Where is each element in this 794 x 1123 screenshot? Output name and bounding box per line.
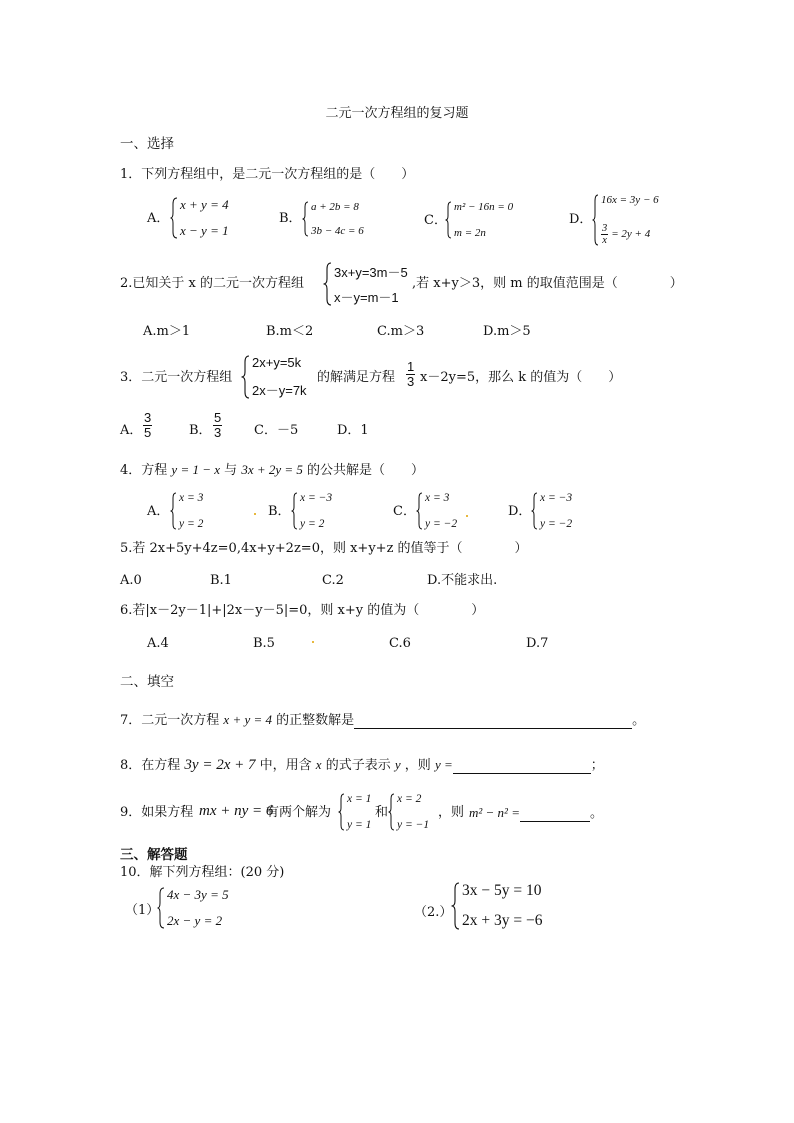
brace-icon bbox=[531, 492, 538, 530]
q1a-eq2: x − y = 1 bbox=[180, 223, 229, 238]
q1-option-d-system bbox=[592, 194, 659, 246]
q3-option-b-label: B． bbox=[189, 423, 212, 438]
q3b-num: 5 bbox=[214, 410, 222, 425]
brace-icon bbox=[416, 492, 423, 530]
question-9-stem-a: 9．如果方程 bbox=[120, 805, 194, 820]
q4a-eq1: x = 3 bbox=[179, 492, 204, 504]
q3a-num: 3 bbox=[144, 410, 152, 425]
q10-part-1-label: （1） bbox=[125, 903, 160, 918]
q10-part-2-label: （2.） bbox=[414, 905, 453, 920]
q4-option-c-system bbox=[416, 492, 457, 530]
brace-icon bbox=[338, 793, 345, 831]
q4b-eq1: x = −3 bbox=[300, 492, 333, 504]
q1a-eq1: x + y = 4 bbox=[180, 197, 229, 212]
q4d-eq1: x = −3 bbox=[540, 492, 573, 504]
question-3-stem-a: 3．二元一次方程组 bbox=[120, 370, 233, 385]
q3-frac-num: 1 bbox=[407, 359, 415, 374]
q1-option-a-system bbox=[170, 197, 229, 239]
q9-expr: m² − n² = bbox=[469, 805, 520, 820]
q4-option-b-system bbox=[291, 492, 332, 530]
q5-option-a: A.0 bbox=[120, 573, 142, 588]
q4-option-d-system bbox=[531, 492, 572, 530]
q2-eq2: x－y=m－1 bbox=[334, 290, 399, 305]
q4-option-c-label: C． bbox=[393, 504, 416, 519]
q7-answer-blank[interactable] bbox=[354, 714, 632, 729]
question-4 bbox=[120, 462, 424, 479]
brace-icon bbox=[291, 492, 298, 530]
q4-option-a-system bbox=[170, 492, 203, 530]
q5-option-d: D.不能求出. bbox=[427, 573, 498, 588]
q10-p1-eq1: 4x − 3y = 5 bbox=[167, 887, 229, 902]
q4-option-d-label: D． bbox=[508, 504, 532, 519]
q6-option-d: D.7 bbox=[526, 636, 549, 651]
q10-p1-eq2: 2x − y = 2 bbox=[167, 913, 223, 928]
q4c-eq1: x = 3 bbox=[425, 492, 450, 504]
q6-option-c: C.6 bbox=[389, 636, 411, 651]
q3-frac-den: 3 bbox=[407, 373, 415, 389]
stray-dot bbox=[312, 641, 314, 643]
brace-icon bbox=[451, 882, 460, 930]
q9-s1-eq2: y = 1 bbox=[347, 819, 372, 831]
q3-eq1: 2x+y=5k bbox=[252, 355, 302, 370]
question-6-stem: 6.若|x－2y－1|+|2x－y－5|=0，则 x+y 的值为（ ） bbox=[120, 603, 485, 618]
question-9-stem-c: ，则 bbox=[438, 805, 465, 820]
stray-dot bbox=[466, 515, 468, 517]
q3-fraction bbox=[406, 360, 415, 388]
q4-eq-b: 3x + 2y = 5 bbox=[241, 462, 303, 477]
question-9-stem-b: 有两个解为 bbox=[266, 805, 332, 820]
q9-and: 和 bbox=[375, 805, 389, 820]
question-3-stem-c: x－2y=5，那么 k 的值为（ ） bbox=[420, 370, 622, 385]
q2-option-a: A.m＞1 bbox=[143, 324, 191, 339]
q1-option-a-label: A． bbox=[147, 211, 170, 226]
q1d-eq1: 16x = 3y − 6 bbox=[601, 194, 659, 206]
q4-stem-b: 与 bbox=[224, 463, 238, 478]
q9-eq: mx + ny = 6 bbox=[199, 803, 274, 819]
page-title: 二元一次方程组的复习题 bbox=[325, 106, 469, 121]
q8-stem-d: ，则 bbox=[404, 758, 431, 773]
q1d-frac-den: x bbox=[602, 234, 607, 246]
q7-eq: x + y = 4 bbox=[223, 712, 273, 727]
q2-option-b: B.m＜2 bbox=[266, 324, 314, 339]
q3-option-b-fraction bbox=[213, 411, 222, 439]
stray-dot bbox=[254, 513, 256, 515]
question-10-stem: 10．解下列方程组：(20 分) bbox=[120, 865, 285, 880]
q9-solution-1 bbox=[338, 793, 371, 831]
q6-option-a: A.4 bbox=[147, 636, 169, 651]
q8-stem-a: 8．在方程 bbox=[120, 758, 181, 773]
q10-part-2-system bbox=[451, 882, 542, 930]
q9-answer bbox=[469, 805, 603, 822]
q8-answer-blank[interactable] bbox=[453, 759, 591, 774]
brace-icon bbox=[592, 194, 599, 246]
brace-icon bbox=[157, 887, 165, 929]
section-heading-fill: 二、填空 bbox=[120, 674, 174, 690]
q8-stem-c: 的式子表示 bbox=[325, 758, 391, 773]
q4-eq-a: y = 1 − x bbox=[171, 462, 221, 477]
q3-option-a-fraction bbox=[143, 411, 152, 439]
question-5-stem: 5.若 2x+5y+4z=0,4x+y+2z=0，则 x+y+z 的值等于（ ） bbox=[120, 541, 528, 556]
q8-lhs: y = bbox=[434, 757, 453, 772]
brace-icon bbox=[170, 492, 177, 530]
q3b-den: 3 bbox=[214, 424, 222, 440]
q9-end: 。 bbox=[589, 806, 603, 821]
q1-option-b-label: B． bbox=[279, 211, 302, 226]
q10-p2-eq1: 3x − 5y = 10 bbox=[462, 882, 542, 899]
q1-option-c-system bbox=[445, 201, 513, 239]
section-heading-choice: 一、选择 bbox=[120, 136, 174, 152]
q1d-frac-num: 3 bbox=[602, 222, 608, 234]
q1-option-c-label: C． bbox=[424, 213, 447, 228]
question-1-stem: 1．下列方程组中，是二元一次方程组的是（ ） bbox=[120, 167, 415, 182]
q8-end: ； bbox=[590, 758, 604, 773]
q4d-eq2: y = −2 bbox=[540, 518, 573, 530]
q3-option-a-label: A． bbox=[120, 423, 143, 438]
question-7 bbox=[120, 712, 645, 729]
section-heading-solve: 三、解答题 bbox=[120, 847, 188, 863]
brace-icon bbox=[241, 355, 250, 399]
q2-eq1: 3x+y=3m－5 bbox=[334, 265, 408, 280]
question-2-stem-a: 2.已知关于 x 的二元一次方程组 bbox=[120, 276, 304, 291]
q1-option-b-system bbox=[302, 201, 364, 237]
q7-stem-a: 7．二元一次方程 bbox=[120, 713, 220, 728]
q8-var-x: x bbox=[315, 757, 322, 772]
question-2-stem-b: ,若 x+y＞3，则 m 的取值范围是（ ） bbox=[412, 276, 683, 291]
q4c-eq2: y = −2 bbox=[425, 518, 458, 530]
q2-option-d: D.m＞5 bbox=[483, 324, 531, 339]
q9-solution-2 bbox=[388, 793, 429, 831]
q3-option-d: D．1 bbox=[337, 423, 369, 438]
q7-stem-b: 的正整数解是 bbox=[276, 713, 355, 728]
q3a-den: 5 bbox=[144, 424, 152, 440]
q8-var-y: y bbox=[394, 757, 401, 772]
q9-s1-eq1: x = 1 bbox=[347, 793, 372, 805]
q1c-eq1: m² − 16n = 0 bbox=[454, 201, 514, 213]
q1d-eq2-rest: = 2y + 4 bbox=[611, 228, 651, 241]
q2-system bbox=[323, 262, 408, 306]
q8-stem-b: 中，用含 bbox=[259, 758, 312, 773]
q9-s2-eq1: x = 2 bbox=[397, 793, 422, 805]
q9-s2-eq2: y = −1 bbox=[397, 819, 430, 831]
brace-icon bbox=[445, 201, 452, 239]
q5-option-b: B.1 bbox=[210, 573, 232, 588]
question-8 bbox=[120, 756, 604, 774]
q1b-eq2: 3b − 4c = 6 bbox=[311, 225, 364, 237]
q10-part-1-system bbox=[157, 887, 229, 929]
q1c-eq2: m = 2n bbox=[454, 227, 486, 239]
q3-option-c: C．－5 bbox=[254, 423, 299, 438]
q5-option-c: C.2 bbox=[322, 573, 344, 588]
q3-system bbox=[241, 355, 307, 399]
q9-answer-blank[interactable] bbox=[520, 807, 590, 822]
q4a-eq2: y = 2 bbox=[179, 518, 204, 530]
brace-icon bbox=[323, 262, 332, 306]
q4-stem-a: 4．方程 bbox=[120, 463, 168, 478]
brace-icon bbox=[302, 201, 309, 237]
q4b-eq2: y = 2 bbox=[300, 518, 325, 530]
question-3-stem-b: 的解满足方程 bbox=[317, 370, 396, 385]
q4-option-a-label: A． bbox=[147, 504, 170, 519]
brace-icon bbox=[170, 197, 178, 239]
q2-option-c: C.m＞3 bbox=[377, 324, 425, 339]
q1b-eq1: a + 2b = 8 bbox=[311, 201, 359, 213]
brace-icon bbox=[388, 793, 395, 831]
q10-p2-eq2: 2x + 3y = −6 bbox=[462, 912, 543, 929]
q7-end: 。 bbox=[632, 713, 646, 728]
q6-option-b: B.5 bbox=[253, 636, 275, 651]
q3-eq2: 2x－y=7k bbox=[252, 383, 307, 398]
q4-option-b-label: B． bbox=[268, 504, 291, 519]
q4-stem-c: 的公共解是（ ） bbox=[307, 463, 425, 478]
q1-option-d-label: D． bbox=[569, 212, 593, 227]
q8-eq: 3y = 2x + 7 bbox=[184, 757, 256, 773]
